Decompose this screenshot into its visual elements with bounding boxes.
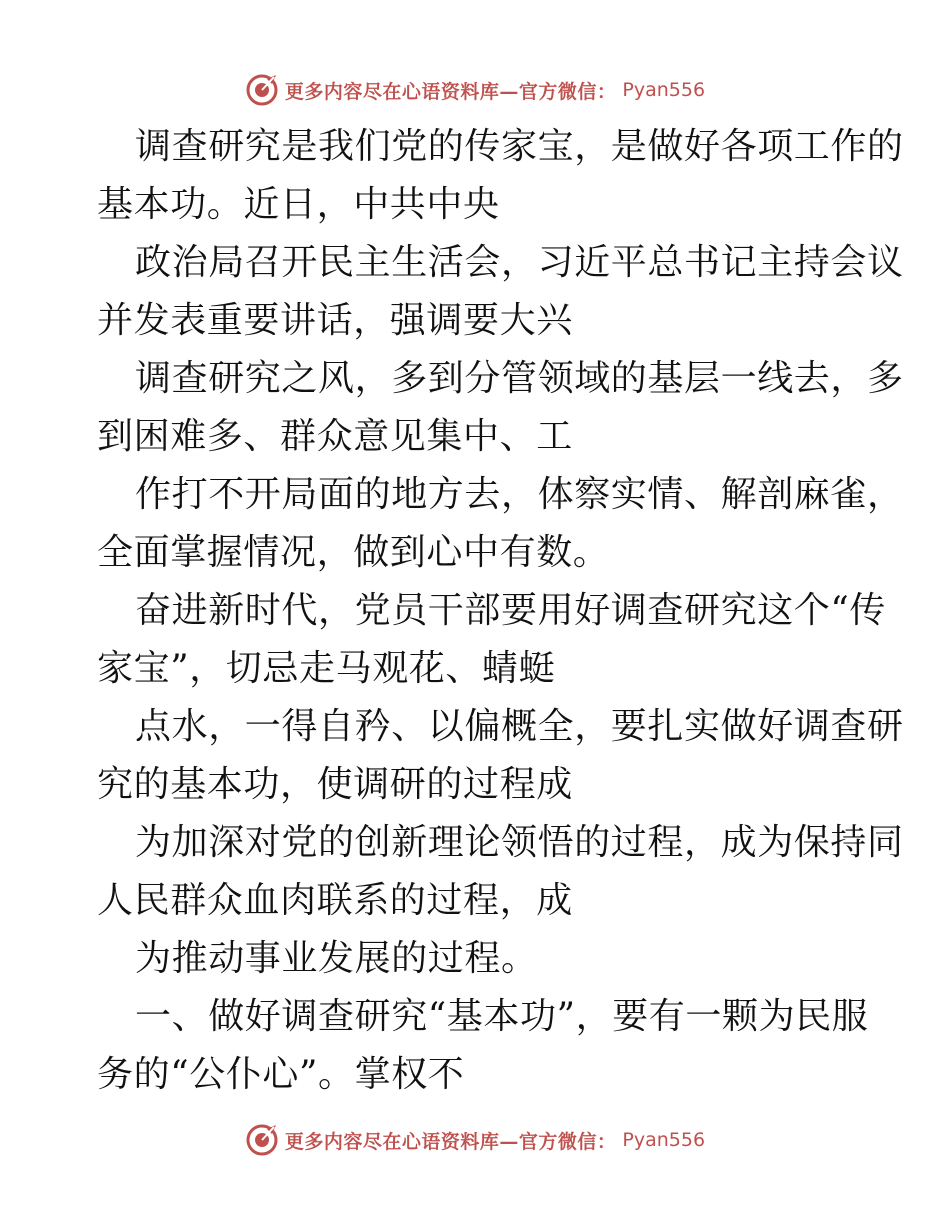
paragraph-line: 为推动事业发展的过程。 <box>135 938 538 979</box>
paragraph-line: 全面掌握情况，做到心中有数。 <box>97 532 610 573</box>
header-banner <box>0 70 950 110</box>
paragraph-line: 点水，一得自矜、以偏概全，要扎实做好调查研 <box>135 706 904 747</box>
paragraph-line: 为加深对党的创新理论领悟的过程，成为保持同 <box>135 822 904 863</box>
paragraph <box>97 698 904 814</box>
paragraph-line: 调查研究是我们党的传家宝，是做好各项工作的 <box>135 126 904 167</box>
header-banner-text: 更多内容尽在心语资料库—官方微信： <box>284 80 617 103</box>
pen-logo-icon <box>245 1123 279 1157</box>
header-wechat-id: Pyan556 <box>622 79 706 101</box>
paragraph <box>97 582 887 698</box>
paragraph-line: 并发表重要讲话，强调要大兴 <box>97 300 573 341</box>
footer-banner-text: 更多内容尽在心语资料库—官方微信： <box>284 1130 617 1153</box>
paragraph-line: 务的“公仆心”。掌权不 <box>97 1054 465 1095</box>
pen-logo-icon <box>245 73 279 107</box>
paragraph-line: 调查研究之风，多到分管领域的基层一线去，多 <box>135 358 904 399</box>
paragraph <box>97 466 904 582</box>
paragraph-line: 一、做好调查研究“基本功”，要有一颗为民服 <box>135 996 869 1037</box>
paragraph-line: 到困难多、群众意见集中、工 <box>97 416 573 457</box>
paragraph <box>97 814 904 930</box>
paragraph <box>97 350 904 466</box>
paragraph-line: 究的基本功，使调研的过程成 <box>97 764 573 805</box>
footer-wechat-id: Pyan556 <box>622 1129 706 1151</box>
footer-banner <box>0 1120 950 1160</box>
paragraph-line: 家宝”，切忌走马观花、蜻蜓 <box>97 648 556 689</box>
paragraph <box>97 234 904 350</box>
paragraph-line: 作打不开局面的地方去，体察实情、解剖麻雀， <box>135 474 904 515</box>
paragraph-line: 人民群众血肉联系的过程，成 <box>97 880 573 921</box>
document-body <box>97 118 904 1104</box>
paragraph <box>97 118 904 234</box>
paragraph-line: 奋进新时代，党员干部要用好调查研究这个“传 <box>135 590 887 631</box>
paragraph-line: 政治局召开民主生活会，习近平总书记主持会议 <box>135 242 904 283</box>
paragraph <box>97 988 869 1104</box>
paragraph <box>97 930 857 988</box>
paragraph-line: 基本功。近日，中共中央 <box>97 184 500 225</box>
